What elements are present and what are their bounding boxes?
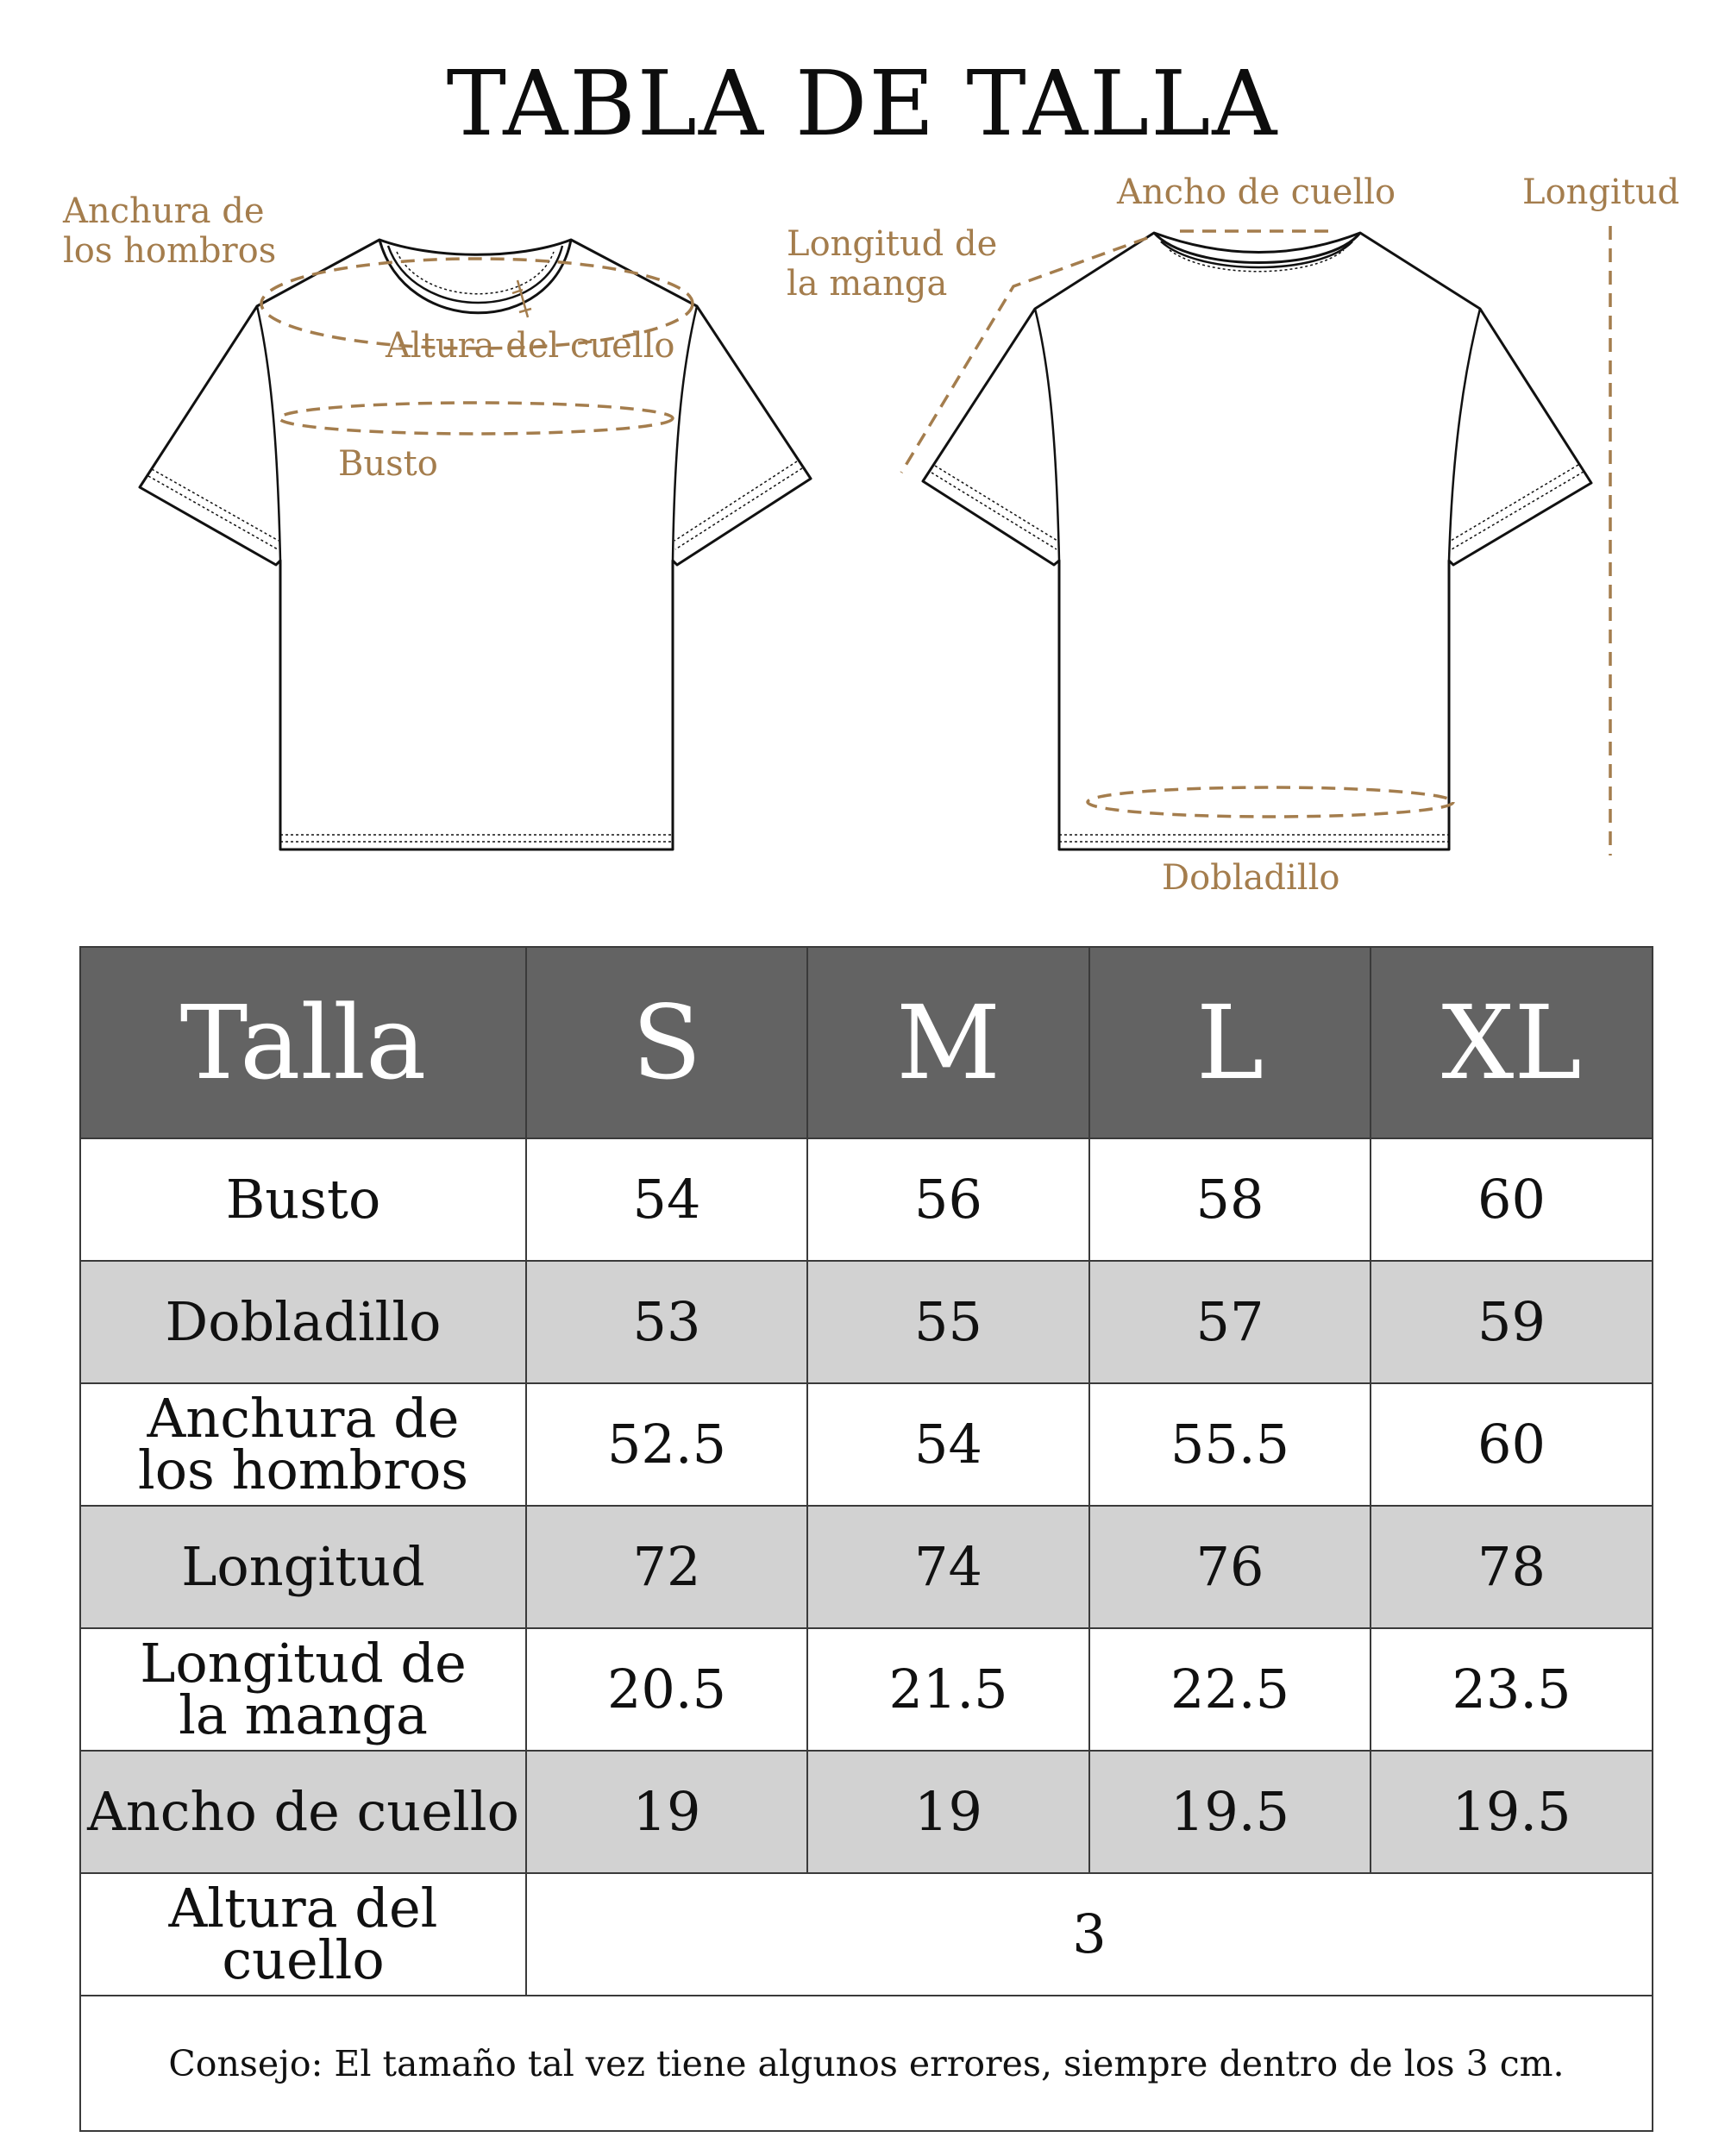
header-size-xl: XL (1371, 947, 1653, 1138)
page-title: TABLA DE TALLA (446, 51, 1279, 156)
table-row-hem (80, 1261, 1653, 1383)
table-cell: 54 (526, 1138, 807, 1261)
header-size-label: Talla (80, 947, 526, 1138)
collar-width-label: Ancho de cuello (1117, 172, 1396, 212)
tshirt-back-view (923, 233, 1591, 849)
table-cell: 55.5 (1089, 1383, 1371, 1506)
shoulder-width-label: Anchura de los hombros (63, 191, 277, 271)
table-cell: 60 (1371, 1383, 1653, 1506)
table-cell: 54 (807, 1383, 1089, 1506)
table-cell: 59 (1371, 1261, 1653, 1383)
table-cell: 20.5 (526, 1628, 807, 1751)
table-cell: 19 (807, 1751, 1089, 1873)
row-label: Busto (80, 1138, 526, 1261)
table-cell: 23.5 (1371, 1628, 1653, 1751)
table-cell: 21.5 (807, 1628, 1089, 1751)
header-size-l: L (1089, 947, 1371, 1138)
tip-text: Consejo: El tamaño tal vez tiene algunos errores, siempre dentro de los 3 cm. (80, 1996, 1653, 2131)
table-row-shoulder-width (80, 1383, 1653, 1506)
bust-label: Busto (338, 444, 438, 484)
table-cell: 57 (1089, 1261, 1371, 1383)
table-cell: 52.5 (526, 1383, 807, 1506)
table-cell: 19.5 (1089, 1751, 1371, 1873)
table-cell: 60 (1371, 1138, 1653, 1261)
table-cell: 22.5 (1089, 1628, 1371, 1751)
header-size-s: S (526, 947, 807, 1138)
row-label: Altura del cuello (80, 1873, 526, 1996)
table-header-row (80, 947, 1653, 1138)
table-note-row (80, 1996, 1653, 2131)
sleeve-length-label: Longitud de la manga (787, 224, 998, 304)
table-cell: 56 (807, 1138, 1089, 1261)
table-cell: 76 (1089, 1506, 1371, 1628)
collar-height-label: Altura del cuello (386, 326, 675, 366)
row-label: Longitud de la manga (80, 1628, 526, 1751)
table-row-length (80, 1506, 1653, 1628)
table-cell: 53 (526, 1261, 807, 1383)
row-label: Dobladillo (80, 1261, 526, 1383)
table-row-bust (80, 1138, 1653, 1261)
table-cell-merged: 3 (526, 1873, 1653, 1996)
tshirt-diagram (0, 0, 1725, 931)
row-label: Anchura de los hombros (80, 1383, 526, 1506)
header-size-m: M (807, 947, 1089, 1138)
table-row-sleeve-length (80, 1628, 1653, 1751)
table-cell: 74 (807, 1506, 1089, 1628)
row-label: Ancho de cuello (80, 1751, 526, 1873)
table-cell: 58 (1089, 1138, 1371, 1261)
table-cell: 55 (807, 1261, 1089, 1383)
size-chart-table (79, 946, 1653, 2132)
table-cell: 19.5 (1371, 1751, 1653, 1873)
table-row-collar-width (80, 1751, 1653, 1873)
table-cell: 19 (526, 1751, 807, 1873)
row-label: Longitud (80, 1506, 526, 1628)
table-row-collar-height (80, 1873, 1653, 1996)
table-cell: 72 (526, 1506, 807, 1628)
hem-label: Dobladillo (1162, 858, 1340, 898)
length-label: Longitud (1522, 172, 1680, 212)
table-cell: 78 (1371, 1506, 1653, 1628)
